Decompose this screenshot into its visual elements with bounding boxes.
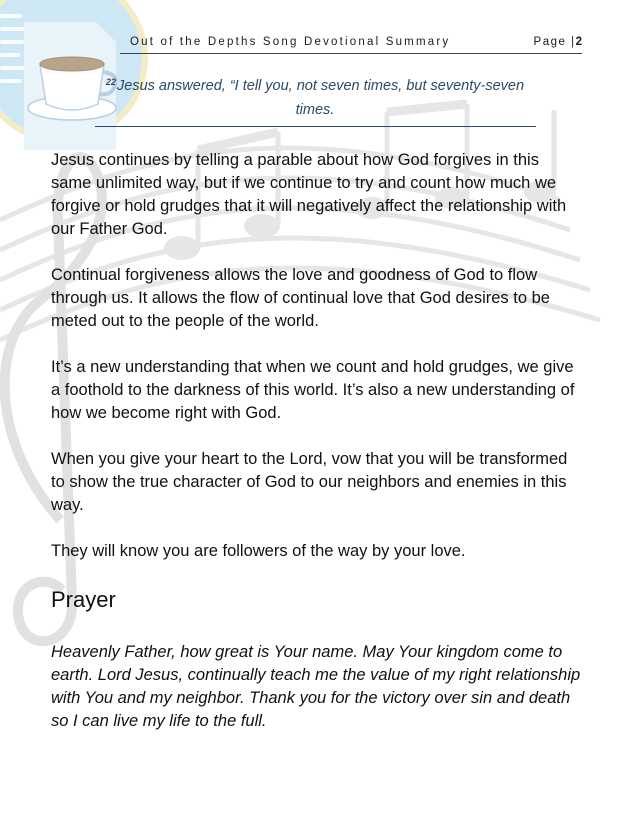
verse-text: Jesus answered, “I tell you, not seven times, but seventy-seven times. [117, 78, 525, 118]
body-paragraph: Jesus continues by telling a parable about how God forgives in this same unlimited way, but if we continue to try and count how much we forgive or hold grudges that it will negatively affect the relationship with our Father God. [51, 151, 567, 238]
page-label: Page | [533, 36, 576, 48]
body-paragraph: They will know you are followers of the way by your love. [51, 542, 466, 560]
verse-divider [95, 126, 536, 127]
prayer-text: Heavenly Father, how great is Your name. May Your kingdom come to earth. Lord Jesus, continually teach me the value of my right relationship with You and my neighbor. Thank you for the victory over sin and death so I can live my life to the full. [51, 643, 581, 730]
prayer-heading: Prayer [51, 587, 116, 612]
page-indicator [534, 36, 582, 48]
body-paragraph: When you give your heart to the Lord, vow that you will be transformed to show the true character of God to our neighbors and enemies in this way. [51, 450, 568, 514]
page-number: 2 [575, 36, 582, 48]
devotional-body [51, 149, 581, 586]
document-title: Out of the Depths Song Devotional Summary [130, 36, 451, 48]
header-divider [120, 53, 582, 54]
body-paragraph: Continual forgiveness allows the love and goodness of God to flow through us. It allows the flow of continual love that God desires to be meted out to the people of the world. [51, 266, 550, 330]
scripture-verse [95, 70, 535, 122]
verse-number: 22 [105, 77, 116, 87]
body-paragraph: It’s a new understanding that when we count and hold grudges, we give a foothold to the darkness of this world. It’s also a new understanding of how we become right with God. [51, 358, 575, 422]
page-header [130, 36, 582, 48]
